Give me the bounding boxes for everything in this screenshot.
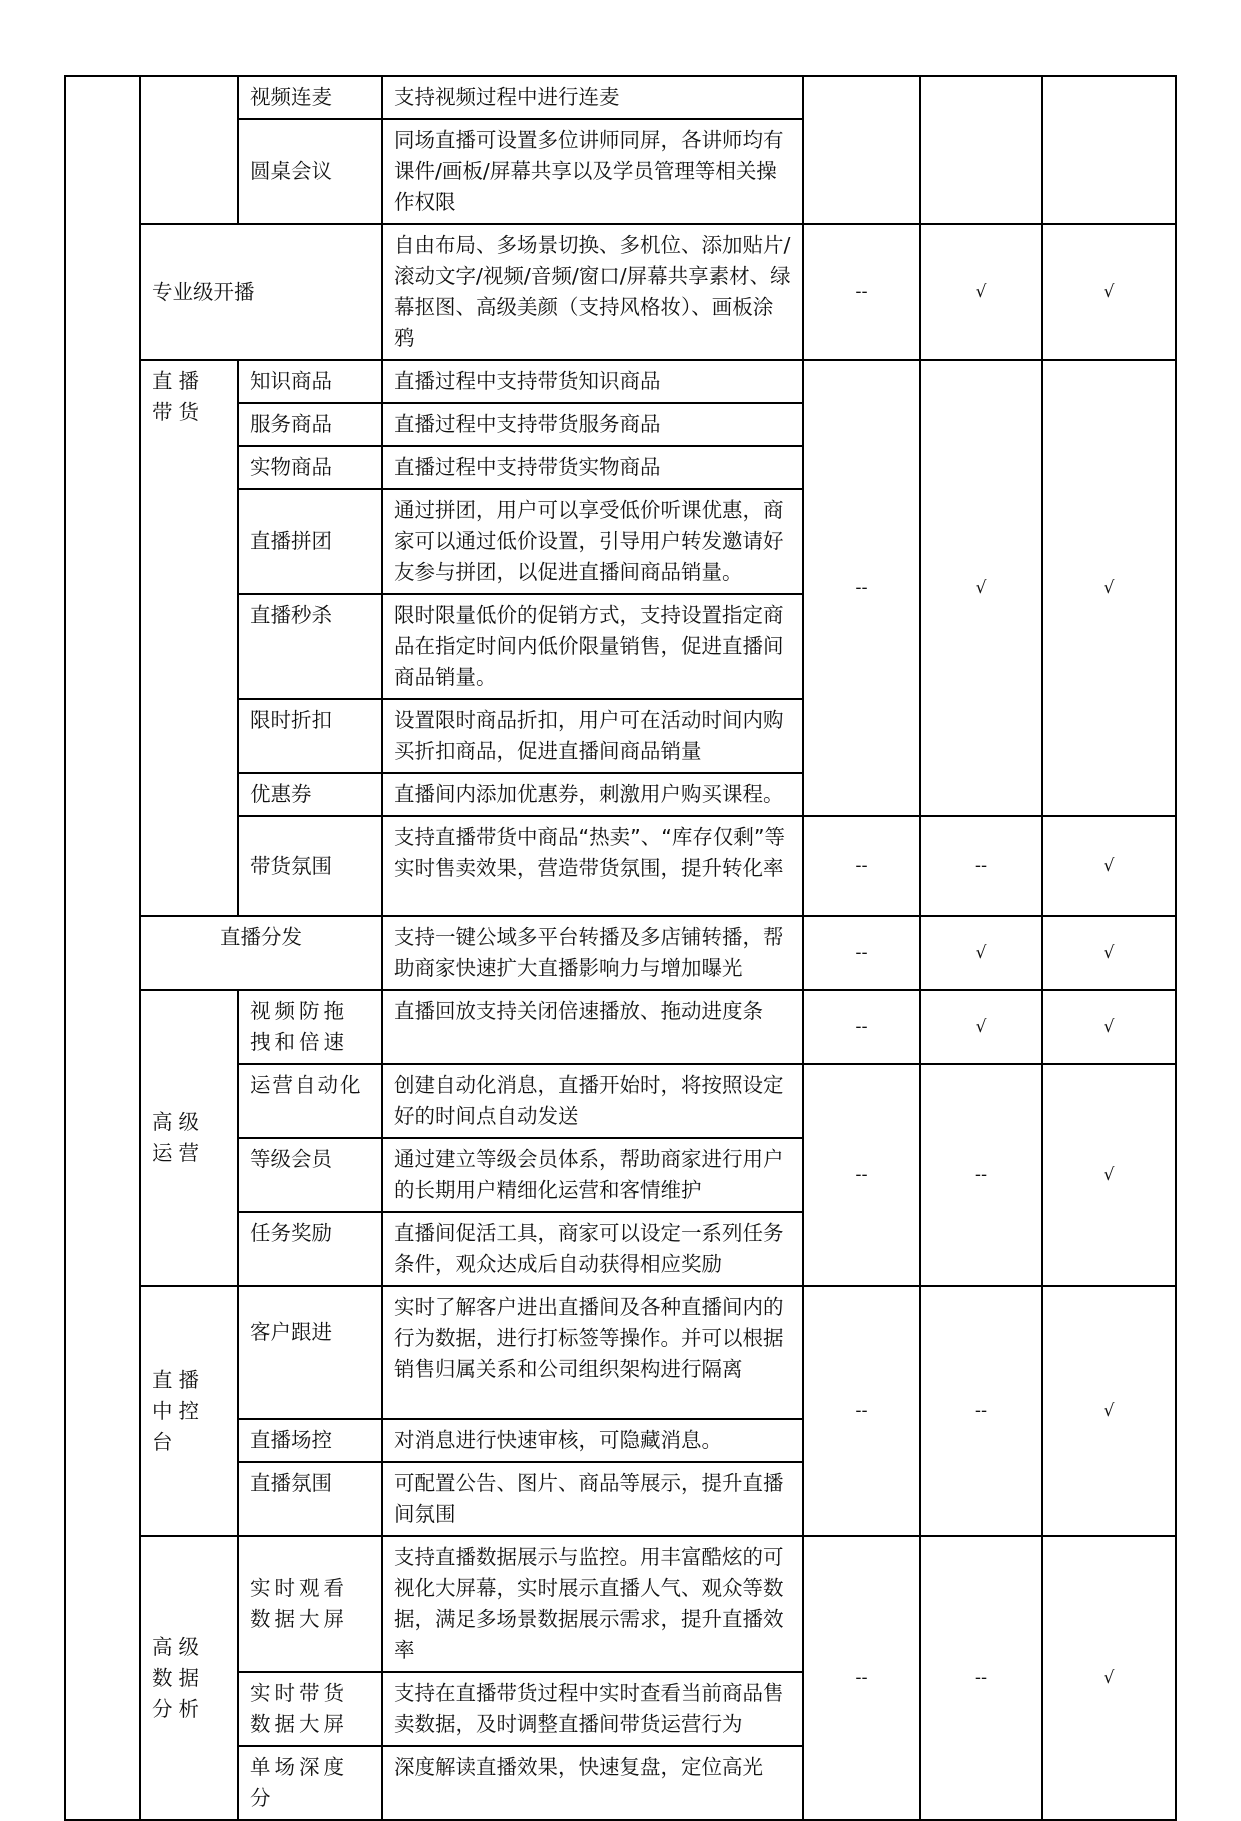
feature-name: 等级会员: [238, 1138, 382, 1212]
feature-description: 支持一键公域多平台转播及多店铺转播，帮助商家快速扩大直播影响力与增加曝光: [382, 916, 803, 990]
category-name: 高级数据分析: [140, 1536, 238, 1820]
category-name: 直播中控台: [140, 1286, 238, 1536]
feature-description: 自由布局、多场景切换、多机位、添加贴片/滚动文字/视频/音频/窗口/屏幕共享素材、绿幕抠图、高级美颜（支持风格妆）、画板涂鸦: [382, 224, 803, 360]
version-2-mark: √: [920, 360, 1042, 816]
feature-description: 直播间促活工具，商家可以设定一系列任务条件，观众达成后自动获得相应奖励: [382, 1212, 803, 1286]
version-2-mark: [920, 76, 1042, 224]
feature-name: 带货氛围: [238, 816, 382, 916]
feature-description: 直播过程中支持带货实物商品: [382, 446, 803, 489]
version-1-mark: --: [803, 916, 920, 990]
feature-description: 直播间内添加优惠券，刺激用户购买课程。: [382, 773, 803, 816]
feature-name: 视频防拖拽和倍速: [238, 990, 382, 1064]
version-1-mark: --: [803, 1536, 920, 1820]
version-1-mark: --: [803, 360, 920, 816]
feature-name: 优惠券: [238, 773, 382, 816]
feature-description: 通过拼团，用户可以享受低价听课优惠，商家可以通过低价设置，引导用户转发邀请好友参与拼团，以促进直播间商品销量。: [382, 489, 803, 594]
version-2-mark: --: [920, 1064, 1042, 1286]
version-2-mark: √: [920, 990, 1042, 1064]
version-1-mark: --: [803, 224, 920, 360]
outer-blank-column: [65, 76, 140, 1820]
feature-name: 实物商品: [238, 446, 382, 489]
feature-name: 视频连麦: [238, 76, 382, 119]
feature-name: 任务奖励: [238, 1212, 382, 1286]
feature-description: 支持直播数据展示与监控。用丰富酷炫的可视化大屏幕，实时展示直播人气、观众等数据，满足多场景数据展示需求，提升直播效率: [382, 1536, 803, 1672]
feature-description: 可配置公告、图片、商品等展示，提升直播间氛围: [382, 1462, 803, 1536]
feature-description: 支持在直播带货过程中实时查看当前商品售卖数据，及时调整直播间带货运营行为: [382, 1672, 803, 1746]
feature-description: 深度解读直播效果，快速复盘，定位高光: [382, 1746, 803, 1820]
version-3-mark: √: [1042, 1064, 1176, 1286]
feature-name: 知识商品: [238, 360, 382, 403]
category-blank: [140, 76, 238, 224]
category-name: 直播带货: [140, 360, 238, 916]
version-2-mark: --: [920, 1536, 1042, 1820]
version-2-mark: --: [920, 816, 1042, 916]
feature-name: 运营自动化: [238, 1064, 382, 1138]
feature-name: 实时观看数据大屏: [238, 1536, 382, 1672]
feature-description: 实时了解客户进出直播间及各种直播间内的行为数据，进行打标签等操作。并可以根据销售归属关系和公司组织架构进行隔离: [382, 1286, 803, 1419]
version-1-mark: --: [803, 1064, 920, 1286]
feature-table: [64, 75, 1177, 1821]
version-3-mark: √: [1042, 360, 1176, 816]
feature-description: 直播回放支持关闭倍速播放、拖动进度条: [382, 990, 803, 1064]
feature-description: 对消息进行快速审核，可隐藏消息。: [382, 1419, 803, 1462]
version-3-mark: √: [1042, 990, 1176, 1064]
feature-name: 直播拼团: [238, 489, 382, 594]
version-3-mark: √: [1042, 224, 1176, 360]
feature-description: 支持直播带货中商品“热卖”、“库存仅剩”等实时售卖效果，营造带货氛围，提升转化率: [382, 816, 803, 916]
version-1-mark: --: [803, 816, 920, 916]
feature-name: 服务商品: [238, 403, 382, 446]
feature-description: 设置限时商品折扣，用户可在活动时间内购买折扣商品，促进直播间商品销量: [382, 699, 803, 773]
feature-description: 直播过程中支持带货服务商品: [382, 403, 803, 446]
feature-name: 直播氛围: [238, 1462, 382, 1536]
version-3-mark: [1042, 76, 1176, 224]
category-name: 专业级开播: [140, 224, 382, 360]
feature-name: 客户跟进: [238, 1286, 382, 1419]
feature-description: 直播过程中支持带货知识商品: [382, 360, 803, 403]
feature-name: 限时折扣: [238, 699, 382, 773]
feature-description: 同场直播可设置多位讲师同屏，各讲师均有课件/画板/屏幕共享以及学员管理等相关操作权限: [382, 119, 803, 224]
feature-description: 通过建立等级会员体系，帮助商家进行用户的长期用户精细化运营和客情维护: [382, 1138, 803, 1212]
category-name: 高级运营: [140, 990, 238, 1286]
version-3-mark: √: [1042, 916, 1176, 990]
feature-name: 实时带货数据大屏: [238, 1672, 382, 1746]
feature-description: 创建自动化消息，直播开始时，将按照设定好的时间点自动发送: [382, 1064, 803, 1138]
version-2-mark: √: [920, 916, 1042, 990]
feature-description: 限时限量低价的促销方式，支持设置指定商品在指定时间内低价限量销售，促进直播间商品销量。: [382, 594, 803, 699]
feature-name: 直播场控: [238, 1419, 382, 1462]
version-1-mark: --: [803, 990, 920, 1064]
version-3-mark: √: [1042, 816, 1176, 916]
version-3-mark: √: [1042, 1536, 1176, 1820]
feature-name: 圆桌会议: [238, 119, 382, 224]
feature-name: 单场深度分: [238, 1746, 382, 1820]
category-name: 直播分发: [140, 916, 382, 990]
version-1-mark: --: [803, 1286, 920, 1536]
version-1-mark: [803, 76, 920, 224]
version-2-mark: √: [920, 224, 1042, 360]
version-2-mark: --: [920, 1286, 1042, 1536]
feature-description: 支持视频过程中进行连麦: [382, 76, 803, 119]
feature-name: 直播秒杀: [238, 594, 382, 699]
version-3-mark: √: [1042, 1286, 1176, 1536]
